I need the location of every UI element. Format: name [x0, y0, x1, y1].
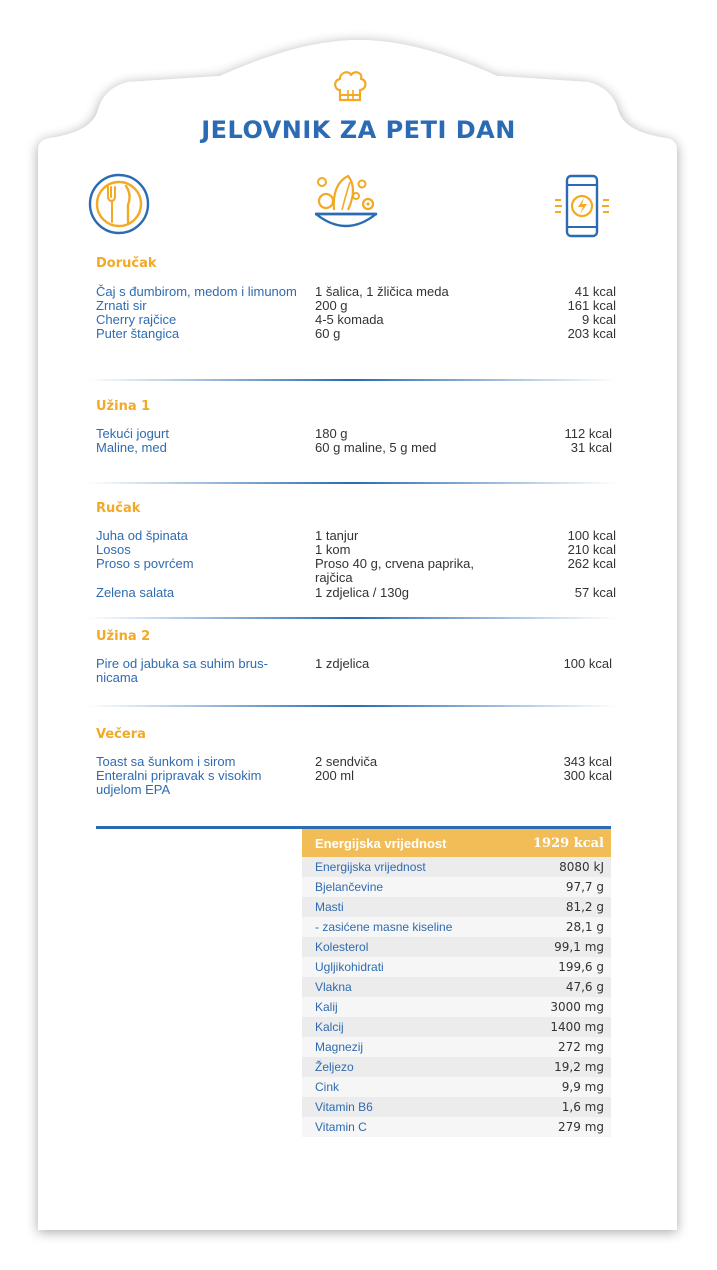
section-divider: [88, 705, 616, 707]
meal-item-kcal: 100 kcal: [567, 528, 616, 543]
meal-item-name: [96, 769, 311, 797]
meal-item-name-line: Enteralni pripravak s visokim: [96, 768, 262, 783]
section-title-rucak: Ručak: [96, 501, 141, 516]
nutrition-value: 97,7 g: [565, 880, 604, 894]
meal-item-kcal: 300 kcal: [563, 768, 612, 783]
nutrition-value: 28,1 g: [565, 920, 604, 934]
meal-item-name: Tekući jogurt: [96, 426, 169, 441]
section-divider: [88, 617, 616, 619]
meal-item-name: Losos: [96, 542, 131, 557]
nutrition-value: 47,6 g: [565, 980, 604, 994]
page-title: JELOVNIK ZA PETI DAN: [201, 116, 516, 144]
meal-item-name: Zelena salata: [96, 585, 175, 600]
nutrition-label: Željezo: [315, 1060, 354, 1074]
meal-item-qty: 1 zdjelica: [315, 656, 370, 671]
nutrition-value: 3000 mg: [550, 1000, 604, 1014]
nutrition-label: Cink: [315, 1080, 340, 1094]
meal-item-name: Puter štangica: [96, 326, 180, 341]
section-divider: [88, 379, 616, 381]
meal-item-qty-line: Proso 40 g, crvena paprika,: [315, 556, 474, 571]
meal-item-qty: 1 kom: [315, 542, 351, 557]
nutrition-value: 99,1 mg: [554, 940, 604, 954]
nutrition-row: [302, 917, 611, 937]
nutrition-row: [302, 937, 611, 957]
meal-item-qty: 200 g: [315, 298, 348, 313]
nutrition-value: 272 mg: [557, 1040, 604, 1054]
meal-item-kcal: 9 kcal: [582, 312, 616, 327]
nutrition-value: 1,6 mg: [561, 1100, 604, 1114]
nutrition-header: [302, 829, 611, 857]
nutrition-label: Kalij: [315, 1000, 338, 1014]
nutrition-row: [302, 1057, 611, 1077]
nutrition-row: [302, 977, 611, 997]
meal-item-name: Toast sa šunkom i sirom: [96, 754, 236, 769]
nutrition-value: 279 mg: [557, 1120, 604, 1134]
meal-row: [96, 557, 616, 585]
meal-item-kcal: 112 kcal: [564, 426, 612, 441]
nutrition-row: [302, 1117, 611, 1137]
nutrition-row: [302, 1077, 611, 1097]
meal-item-name-line: Pire od jabuka sa suhim brus-: [96, 656, 268, 671]
nutrition-row: [302, 957, 611, 977]
nutrition-label: - zasićene masne kiseline: [315, 920, 453, 934]
nutrition-value: 199,6 g: [558, 960, 604, 974]
meal-item-name: Zrnati sir: [96, 298, 147, 313]
section-title-dorucak: Doručak: [96, 256, 157, 271]
meal-item-kcal: 203 kcal: [567, 326, 616, 341]
meal-item-qty-line: rajčica: [315, 570, 353, 585]
meal-item-qty: 4-5 komada: [315, 312, 384, 327]
meal-item-kcal: 31 kcal: [570, 440, 612, 455]
nutrition-row: [302, 877, 611, 897]
meal-item-qty: [315, 557, 495, 585]
meal-row: [96, 657, 612, 685]
nutrition-label: Vitamin B6: [315, 1100, 373, 1114]
meal-item-kcal: 210 kcal: [567, 542, 616, 557]
meal-item-qty: 1 šalica, 1 žličica meda: [315, 284, 449, 299]
nutrition-label: Kolesterol: [315, 940, 369, 954]
section-title-uzina-2: Užina 2: [96, 629, 151, 644]
nutrition-value: 1400 mg: [550, 1020, 604, 1034]
nutrition-table: [302, 829, 611, 1137]
meal-item-qty: 180 g: [315, 426, 348, 441]
meal-item-kcal: 343 kcal: [563, 754, 612, 769]
nutrition-label: Vlakna: [315, 980, 352, 994]
nutrition-label: Magnezij: [315, 1040, 364, 1054]
chef-hat-icon: [330, 66, 370, 106]
meal-item-qty: 200 ml: [315, 768, 355, 783]
meal-item-kcal: 100 kcal: [563, 656, 612, 671]
meal-row: [96, 769, 612, 797]
meal-item-qty: 2 sendviča: [315, 754, 378, 769]
section-title-vecera: Večera: [96, 727, 146, 742]
nutrition-value: 19,2 mg: [554, 1060, 604, 1074]
meal-item-name: Juha od špinata: [96, 528, 188, 543]
meal-item-kcal: 41 kcal: [574, 284, 616, 299]
nutrition-header-label: Energijska vrijednost: [315, 835, 447, 851]
meal-item-name: Proso s povrćem: [96, 556, 194, 571]
section-divider: [88, 482, 616, 484]
nutrition-row: [302, 897, 611, 917]
meal-item-name: [96, 657, 311, 685]
meal-item-name: Maline, med: [96, 440, 167, 455]
meal-item-qty: 1 zdjelica / 130g: [315, 585, 409, 600]
nutrition-row: [302, 997, 611, 1017]
meal-item-name: Čaj s đumbirom, medom i limunom: [96, 284, 297, 299]
salad-bowl-icon: [312, 170, 380, 236]
nutrition-value: 9,9 mg: [561, 1080, 604, 1094]
nutrition-row: [302, 1097, 611, 1117]
nutrition-value: 8080 kJ: [559, 860, 604, 874]
section-title-uzina-1: Užina 1: [96, 399, 151, 414]
nutrition-value: 81,2 g: [565, 900, 604, 914]
nutrition-label: Ugljikohidrati: [315, 960, 384, 974]
meal-item-kcal: 161 kcal: [567, 298, 616, 313]
nutrition-header-value: 1929 kcal: [533, 835, 604, 851]
meal-item-kcal: 262 kcal: [567, 556, 616, 571]
nutrition-rows: [302, 857, 611, 1137]
nutrition-label: Energijska vrijednost: [315, 860, 426, 874]
meal-item-qty: 60 g maline, 5 g med: [315, 440, 437, 455]
energy-drink-icon: [553, 172, 611, 238]
meal-item-name-line: udjelom EPA: [96, 782, 171, 797]
nutrition-row: [302, 1037, 611, 1057]
meal-item-qty: 1 tanjur: [315, 528, 359, 543]
nutrition-label: Vitamin C: [315, 1120, 367, 1134]
meal-item-qty: 60 g: [315, 326, 341, 341]
meal-item-kcal: 57 kcal: [574, 585, 616, 600]
nutrition-row: [302, 857, 611, 877]
nutrition-label: Masti: [315, 900, 344, 914]
nutrition-row: [302, 1017, 611, 1037]
meal-item-name-line: nicama: [96, 670, 138, 685]
plate-cutlery-icon: [88, 173, 150, 235]
nutrition-label: Kalcij: [315, 1020, 344, 1034]
meal-item-name: Cherry rajčice: [96, 312, 177, 327]
nutrition-label: Bjelančevine: [315, 880, 384, 894]
